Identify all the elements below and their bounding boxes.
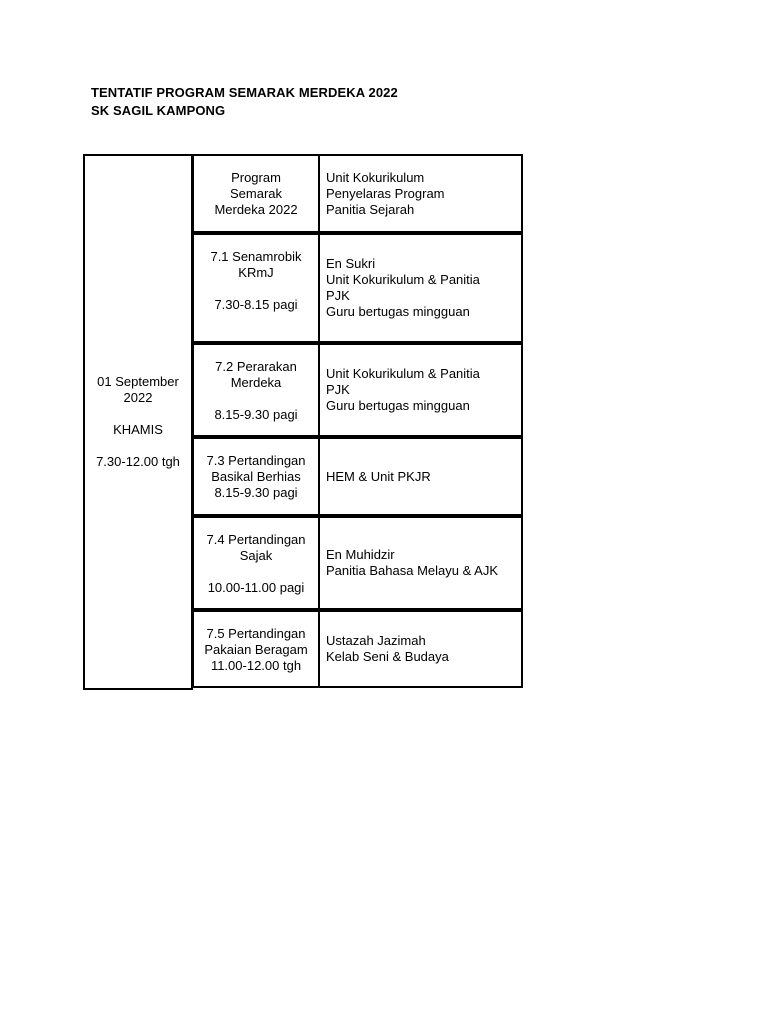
- responsible-line: Kelab Seni & Budaya: [326, 649, 449, 664]
- program-line: 7.2 Perarakan: [215, 359, 297, 374]
- program-line: Semarak: [229, 186, 283, 201]
- program-line: Merdeka: [230, 375, 282, 390]
- program-line: 7.3 Pertandingan: [206, 453, 306, 468]
- program-cell: [194, 156, 320, 231]
- responsible-line: Panitia Bahasa Melayu & AJK: [326, 563, 498, 578]
- program-line: 7.4 Pertandingan: [206, 532, 306, 547]
- schedule-row: [192, 154, 523, 233]
- date-line-2: 2022: [123, 390, 153, 405]
- responsible-line: PJK: [326, 382, 350, 397]
- responsible-line: En Sukri: [326, 256, 376, 271]
- responsible-cell: [320, 439, 521, 514]
- responsible-line: Ustazah Jazimah: [326, 633, 426, 648]
- responsible-line: Unit Kokurikulum & Panitia: [326, 366, 480, 381]
- document-heading: [91, 84, 398, 120]
- program-time: 7.30-8.15 pagi: [214, 297, 298, 312]
- schedule-row: [192, 343, 523, 437]
- program-line: Pakaian Beragam: [204, 642, 308, 657]
- document-title: TENTATIF PROGRAM SEMARAK MERDEKA 2022: [91, 85, 398, 100]
- responsible-line: Guru bertugas mingguan: [326, 398, 470, 413]
- program-cell: [194, 439, 320, 514]
- responsible-line: Guru bertugas mingguan: [326, 304, 470, 319]
- responsible-line: PJK: [326, 288, 350, 303]
- program-line: Basikal Berhias: [211, 469, 301, 484]
- program-cell: [194, 235, 320, 341]
- date-line-1: 01 September: [97, 374, 179, 389]
- program-time: 8.15-9.30 pagi: [214, 407, 298, 422]
- schedule-row: [192, 516, 523, 610]
- program-line: 7.1 Senamrobik: [210, 249, 302, 264]
- responsible-cell: [320, 612, 521, 686]
- date-cell: [83, 154, 193, 690]
- responsible-line: En Muhidzir: [326, 547, 395, 562]
- schedule-row: [192, 233, 523, 343]
- program-cell: [194, 518, 320, 608]
- program-line: KRmJ: [238, 265, 274, 280]
- program-line: Program: [231, 170, 281, 185]
- day-label: KHAMIS: [113, 422, 163, 437]
- responsible-cell: [320, 235, 521, 341]
- responsible-cell: [320, 156, 521, 231]
- program-line: 7.5 Pertandingan: [206, 626, 306, 641]
- program-time: 10.00-11.00 pagi: [207, 580, 305, 595]
- responsible-line: Unit Kokurikulum & Panitia: [326, 272, 480, 287]
- program-line: 8.15-9.30 pagi: [214, 485, 298, 500]
- program-line: Merdeka 2022: [214, 202, 298, 217]
- date-text: [96, 374, 180, 470]
- schedule-row: [192, 437, 523, 516]
- schedule-row: [192, 610, 523, 688]
- program-cell: [194, 345, 320, 435]
- responsible-cell: [320, 518, 521, 608]
- responsible-cell: [320, 345, 521, 435]
- school-name: SK SAGIL KAMPONG: [91, 103, 226, 118]
- program-line: 11.00-12.00 tgh: [210, 658, 302, 673]
- time-range: 7.30-12.00 tgh: [96, 454, 180, 469]
- program-line: Sajak: [239, 548, 273, 563]
- responsible-line: Penyelaras Program: [326, 185, 445, 201]
- responsible-line: Unit Kokurikulum: [326, 169, 425, 185]
- program-cell: [194, 612, 320, 686]
- responsible-line: HEM & Unit PKJR: [326, 468, 431, 484]
- responsible-line: Panitia Sejarah: [326, 201, 415, 217]
